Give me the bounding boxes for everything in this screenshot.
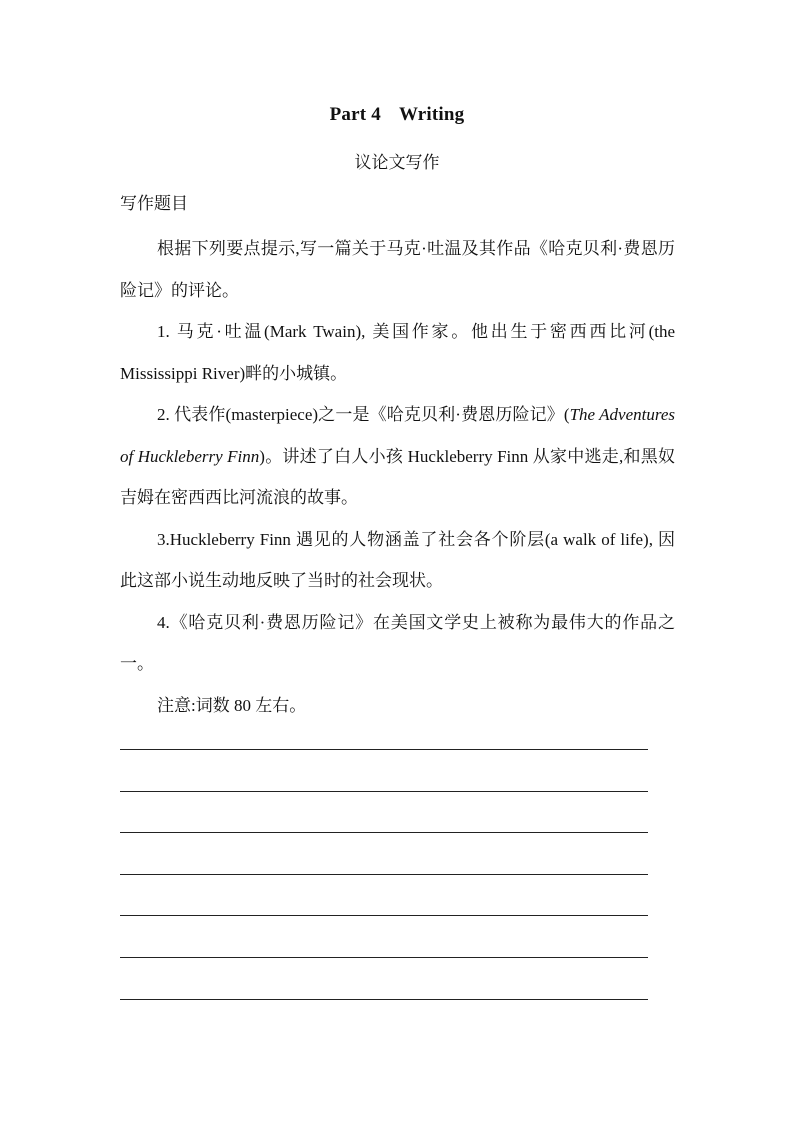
prompt-body xyxy=(120,228,675,726)
word-count-note: 注意:词数 80 左右。 xyxy=(157,695,307,715)
page-subtitle: 议论文写作 xyxy=(354,153,440,172)
answer-line[interactable] xyxy=(120,832,648,833)
prompt-intro: 根据下列要点提示,写一篇关于马克·吐温及其作品《哈克贝利·费恩历险记》的评论。 xyxy=(120,239,675,300)
prompt-point-4: 4.《哈克贝利·费恩历险记》在美国文学史上被称为最伟大的作品之一。 xyxy=(120,612,675,673)
answer-lines xyxy=(120,749,648,1040)
answer-line[interactable] xyxy=(120,791,648,792)
prompt-point-2 xyxy=(120,394,675,519)
point-2-text-after: )。讲述了白人小孩 Huckleberry Finn 从家中逃走,和黑奴吉姆在密西西比河流浪的故事。 xyxy=(120,446,675,507)
answer-line[interactable] xyxy=(120,999,648,1000)
book-title: The Adventures of Huckleberry Finn xyxy=(120,405,675,466)
answer-line[interactable] xyxy=(120,749,648,750)
section-label: 写作题目 xyxy=(120,194,188,213)
part-name: Writing xyxy=(398,104,465,125)
part-number: Part 4 xyxy=(329,104,381,125)
page-title xyxy=(0,104,794,126)
prompt-point-1: 1. 马克·吐温(Mark Twain), 美国作家。他出生于密西西比河(the Mississippi River)畔的小城镇。 xyxy=(120,322,675,383)
answer-line[interactable] xyxy=(120,915,648,916)
answer-line[interactable] xyxy=(120,957,648,958)
point-2-text-before: 2. 代表作(masterpiece)之一是《哈克贝利·费恩历险记》( xyxy=(157,405,570,424)
prompt-point-3: 3.Huckleberry Finn 遇见的人物涵盖了社会各个阶层(a walk of life), 因此这部小说生动地反映了当时的社会现状。 xyxy=(120,529,675,590)
answer-line[interactable] xyxy=(120,874,648,875)
